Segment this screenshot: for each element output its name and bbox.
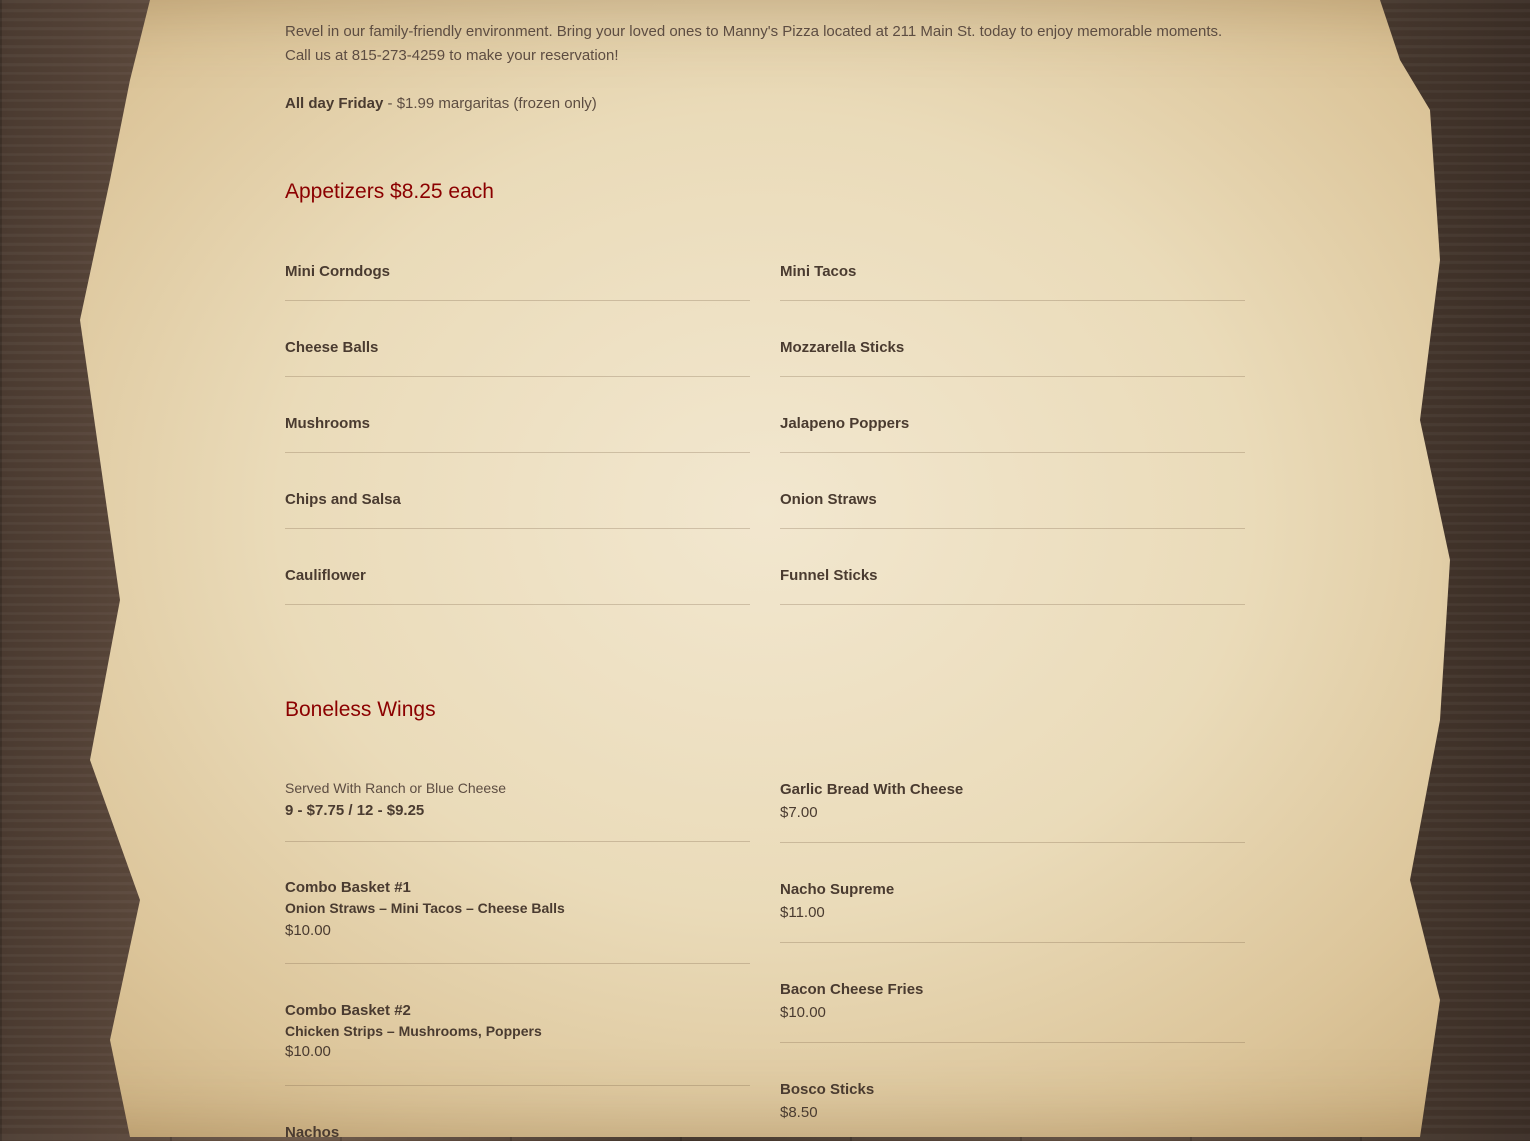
divider	[780, 300, 1245, 301]
appetizer-item	[780, 415, 1245, 432]
appetizer-item	[780, 491, 1245, 508]
appetizer-name: Cheese Balls	[285, 339, 379, 356]
intro-text	[285, 20, 1245, 68]
divider	[780, 1042, 1245, 1043]
divider	[780, 604, 1245, 605]
wings-item	[285, 780, 750, 819]
item-name: Bosco Sticks	[780, 1081, 875, 1098]
divider	[780, 942, 1245, 943]
item-name: Nacho Supreme	[780, 881, 895, 898]
item-price: $11.00	[780, 904, 825, 921]
divider	[285, 604, 750, 605]
appetizer-name: Mini Tacos	[780, 263, 857, 280]
divider	[780, 452, 1245, 453]
divider	[285, 841, 750, 842]
friday-label: All day Friday	[285, 95, 384, 112]
divider	[285, 376, 750, 377]
divider	[285, 528, 750, 529]
appetizer-name: Funnel Sticks	[780, 567, 878, 584]
combo-basket-1	[285, 879, 750, 939]
item-price: $8.50	[780, 1104, 818, 1121]
divider	[285, 1085, 750, 1086]
appetizers-title: Appetizers $8.25 each	[285, 180, 494, 203]
item-name: Garlic Bread With Cheese	[780, 781, 964, 798]
appetizer-item	[780, 263, 1245, 280]
nachos-name: Nachos	[285, 1124, 340, 1141]
appetizer-item	[285, 491, 750, 508]
menu-item	[780, 781, 1245, 821]
divider	[780, 842, 1245, 843]
appetizer-name: Cauliflower	[285, 567, 366, 584]
divider	[285, 963, 750, 964]
item-price: $10.00	[780, 1004, 826, 1021]
divider	[285, 452, 750, 453]
friday-special	[285, 92, 597, 116]
combo-basket-2	[285, 1002, 750, 1060]
intro-line-2: Call us at 815-273-4259 to make your reservation!	[285, 47, 619, 64]
appetizer-name: Mozzarella Sticks	[780, 339, 905, 356]
menu-item	[780, 981, 1245, 1021]
boneless-wings-title: Boneless Wings	[285, 698, 436, 721]
combo-price: $10.00	[285, 922, 331, 939]
menu-item	[780, 881, 1245, 921]
appetizer-item	[285, 263, 750, 280]
combo-price: $10.00	[285, 1043, 331, 1060]
divider	[780, 376, 1245, 377]
appetizer-item	[285, 415, 750, 432]
combo-items: Chicken Strips – Mushrooms, Poppers	[285, 1023, 542, 1039]
combo-name: Combo Basket #1	[285, 879, 411, 896]
item-name: Bacon Cheese Fries	[780, 981, 924, 998]
appetizer-item	[780, 567, 1245, 584]
intro-line-1: Revel in our family-friendly environment. Bring your loved ones to Manny's Pizza located at 211 Main St. today to enjoy memorable moments.	[285, 23, 1223, 40]
appetizer-name: Jalapeno Poppers	[780, 415, 910, 432]
divider	[285, 300, 750, 301]
appetizer-name: Onion Straws	[780, 491, 877, 508]
wings-served-with: Served With Ranch or Blue Cheese	[285, 780, 506, 796]
menu-item	[780, 1081, 1245, 1121]
appetizer-item	[285, 339, 750, 356]
appetizer-name: Chips and Salsa	[285, 491, 401, 508]
divider	[780, 528, 1245, 529]
appetizer-item	[780, 339, 1245, 356]
appetizer-item	[285, 567, 750, 584]
friday-detail: - $1.99 margaritas (frozen only)	[383, 95, 597, 112]
nachos-item	[285, 1124, 750, 1141]
wings-prices: 9 - $7.75 / 12 - $9.25	[285, 802, 425, 819]
combo-name: Combo Basket #2	[285, 1002, 411, 1019]
combo-items: Onion Straws – Mini Tacos – Cheese Balls	[285, 900, 565, 916]
item-price: $7.00	[780, 804, 818, 821]
appetizer-name: Mini Corndogs	[285, 263, 390, 280]
appetizer-name: Mushrooms	[285, 415, 371, 432]
